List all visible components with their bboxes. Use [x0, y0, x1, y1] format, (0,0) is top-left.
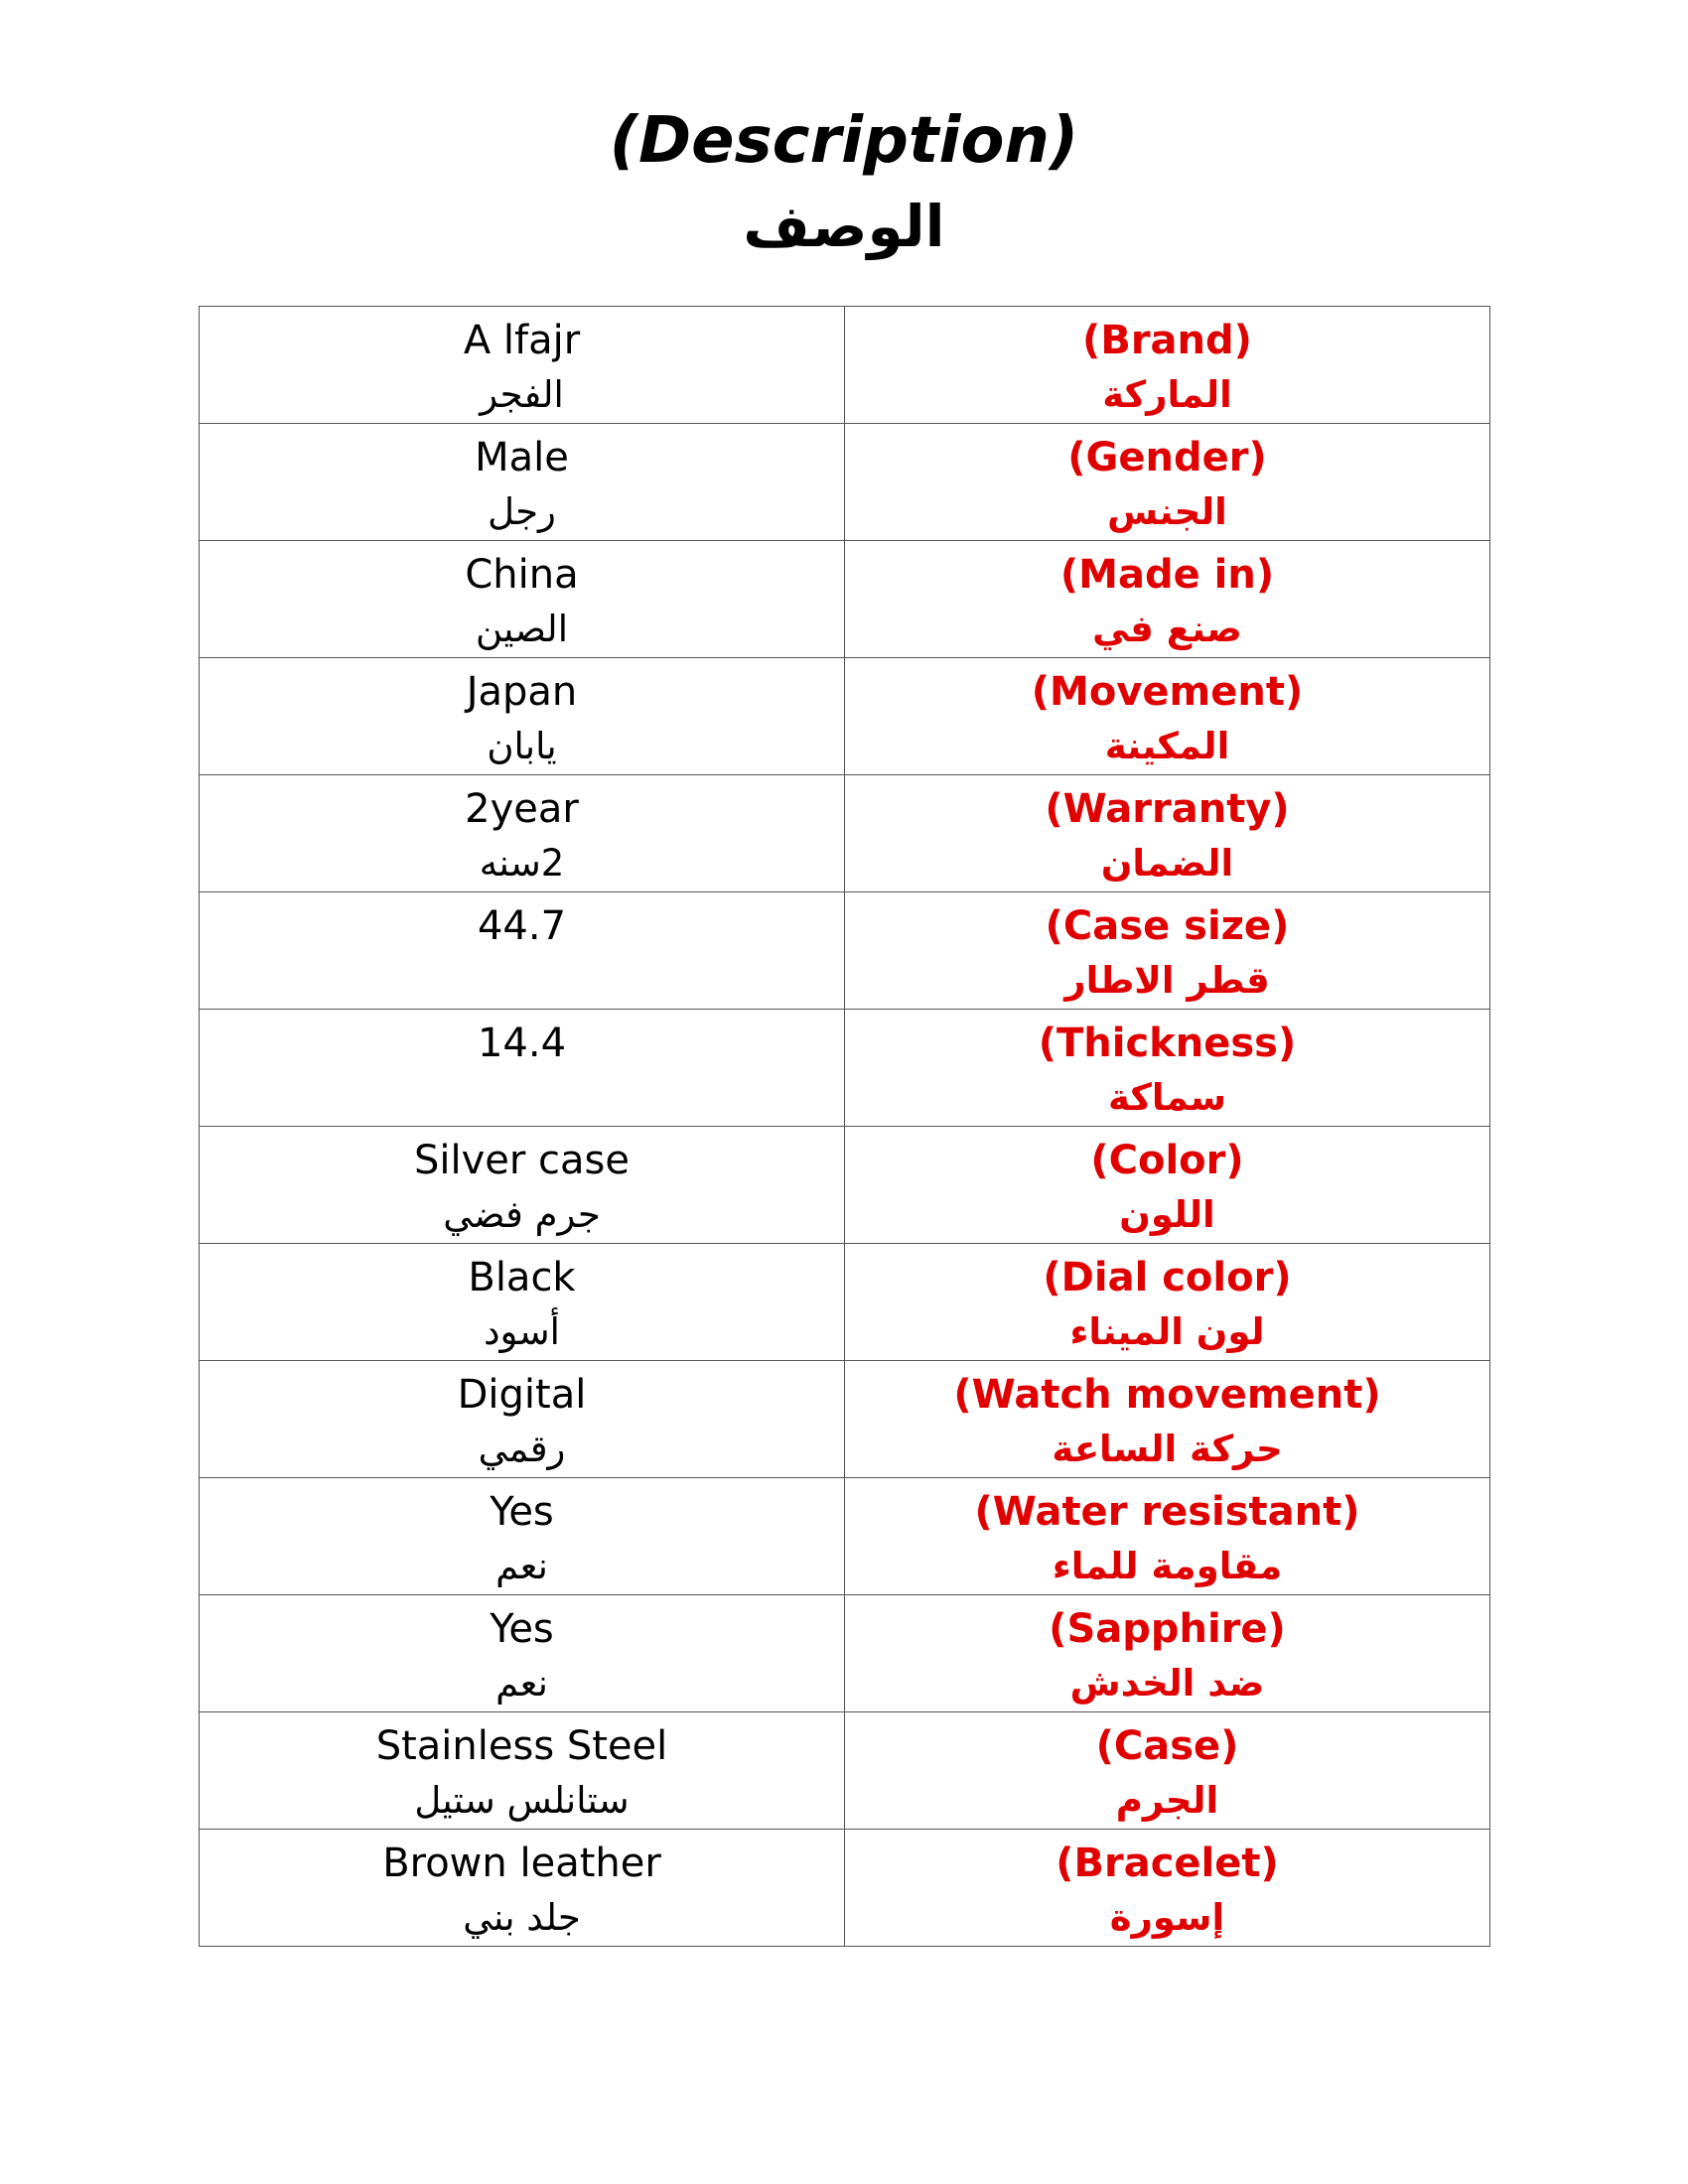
table-row	[200, 1361, 1490, 1478]
table-row	[200, 892, 1490, 1010]
value-english: Silver case	[413, 1138, 630, 1183]
value-cell	[200, 1361, 845, 1478]
value-arabic: أسود	[484, 1310, 560, 1353]
label-arabic: الجنس	[1107, 490, 1227, 533]
table-row	[200, 307, 1490, 424]
label-cell	[845, 1010, 1490, 1127]
value-cell	[200, 1712, 845, 1830]
table-row	[200, 1595, 1490, 1712]
value-arabic: الفجر	[480, 373, 564, 416]
label-english: (Case size)	[1045, 903, 1290, 949]
label-cell	[845, 1830, 1490, 1947]
table-row	[200, 541, 1490, 658]
label-english: (Warranty)	[1045, 786, 1290, 832]
label-cell	[845, 775, 1490, 892]
label-arabic: المكينة	[1104, 725, 1230, 767]
label-arabic: حركة الساعة	[1052, 1428, 1283, 1470]
value-cell	[200, 1478, 845, 1595]
label-arabic: الجرم	[1115, 1779, 1219, 1822]
label-cell	[845, 1244, 1490, 1361]
label-cell	[845, 541, 1490, 658]
label-english: (Brand)	[1082, 318, 1252, 363]
value-arabic: رجل	[488, 490, 556, 533]
label-arabic: لون الميناء	[1069, 1310, 1265, 1353]
label-english: (Movement)	[1031, 669, 1304, 715]
value-english: Yes	[490, 1606, 554, 1652]
label-cell	[845, 1595, 1490, 1712]
value-cell	[200, 1244, 845, 1361]
table-row	[200, 1712, 1490, 1830]
label-english: (Dial color)	[1043, 1255, 1292, 1300]
table-row	[200, 1127, 1490, 1244]
value-arabic: نعم	[495, 1545, 548, 1587]
value-arabic: الصين	[476, 608, 568, 650]
label-arabic: ضد الخدش	[1069, 1662, 1265, 1705]
table-row	[200, 1478, 1490, 1595]
value-english: Yes	[490, 1489, 554, 1535]
value-cell	[200, 307, 845, 424]
value-arabic: نعم	[495, 1662, 548, 1705]
label-arabic: إسورة	[1109, 1896, 1225, 1939]
value-english: Black	[468, 1255, 576, 1300]
value-cell	[200, 1127, 845, 1244]
label-english: (Water resistant)	[974, 1489, 1360, 1535]
label-english: (Sapphire)	[1049, 1606, 1286, 1652]
title-arabic: الوصف	[743, 193, 945, 260]
spec-table	[199, 306, 1490, 1947]
label-cell	[845, 307, 1490, 424]
value-english: 2year	[465, 786, 579, 832]
label-cell	[845, 424, 1490, 541]
value-arabic: جلد بني	[463, 1896, 581, 1939]
label-arabic: اللون	[1119, 1193, 1215, 1236]
value-cell	[200, 1010, 845, 1127]
label-arabic: الماركة	[1102, 373, 1232, 416]
value-english: China	[465, 552, 579, 598]
label-cell	[845, 1712, 1490, 1830]
label-english: (Color)	[1090, 1138, 1244, 1183]
label-cell	[845, 658, 1490, 775]
label-english: (Gender)	[1067, 435, 1267, 480]
value-cell	[200, 424, 845, 541]
value-cell	[200, 1595, 845, 1712]
value-english: Brown leather	[382, 1841, 661, 1886]
value-cell	[200, 1830, 845, 1947]
value-cell	[200, 541, 845, 658]
label-arabic: قطر الاطار	[1064, 959, 1270, 1002]
label-arabic: الضمان	[1100, 842, 1234, 885]
label-arabic: صنع في	[1092, 608, 1242, 650]
label-cell	[845, 892, 1490, 1010]
spec-table-body	[200, 307, 1490, 1947]
table-row	[200, 1830, 1490, 1947]
page-title	[0, 99, 1688, 268]
value-cell	[200, 775, 845, 892]
value-english: Digital	[457, 1372, 587, 1418]
table-row	[200, 658, 1490, 775]
label-english: (Watch movement)	[953, 1372, 1381, 1418]
value-english: Stainless Steel	[375, 1723, 668, 1769]
value-english: Male	[475, 435, 569, 480]
label-english: (Case)	[1095, 1723, 1239, 1769]
table-row	[200, 424, 1490, 541]
label-arabic: سماكة	[1107, 1076, 1227, 1119]
value-arabic: يابان	[487, 725, 557, 767]
label-english: (Bracelet)	[1055, 1841, 1279, 1886]
value-english: A lfajr	[463, 318, 581, 363]
value-english: 44.7	[477, 903, 567, 949]
label-cell	[845, 1478, 1490, 1595]
value-cell	[200, 892, 845, 1010]
table-row	[200, 775, 1490, 892]
table-row	[200, 1244, 1490, 1361]
title-english: (Description)	[609, 104, 1079, 178]
value-cell	[200, 658, 845, 775]
value-english: Japan	[466, 669, 578, 715]
label-english: (Made in)	[1059, 552, 1275, 598]
label-english: (Thickness)	[1038, 1021, 1297, 1066]
value-arabic: 2سنه	[479, 842, 565, 885]
table-row	[200, 1010, 1490, 1127]
value-arabic: ستانلس ستيل	[414, 1779, 630, 1822]
label-cell	[845, 1127, 1490, 1244]
value-arabic: رقمي	[478, 1428, 566, 1470]
value-arabic: جرم فضي	[443, 1193, 601, 1236]
label-cell	[845, 1361, 1490, 1478]
label-arabic: مقاومة للماء	[1052, 1545, 1283, 1587]
value-english: 14.4	[477, 1021, 567, 1066]
